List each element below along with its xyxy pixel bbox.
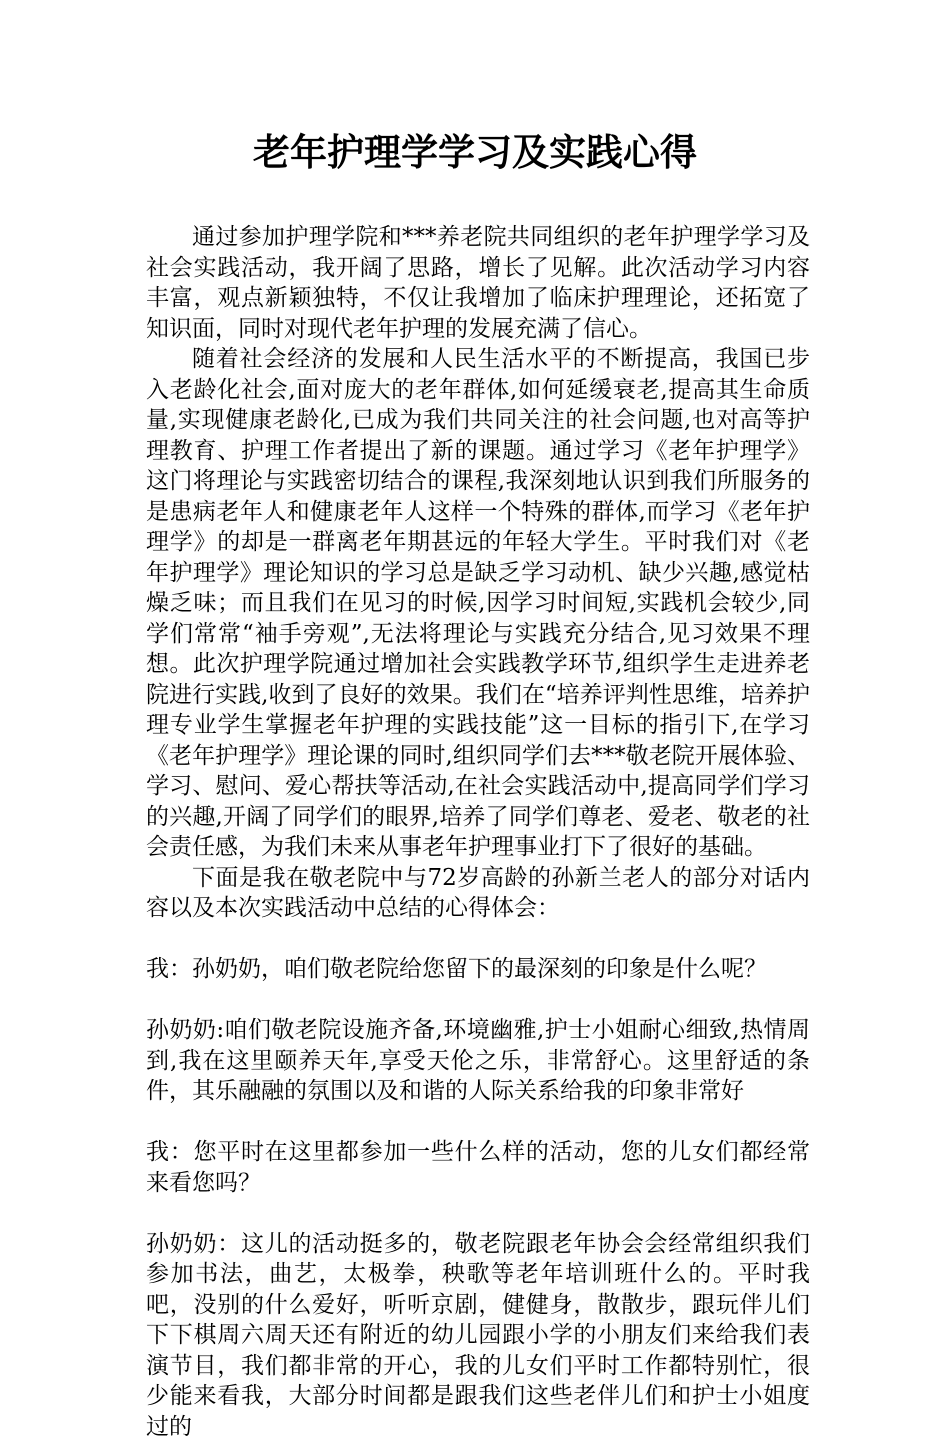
dialogue-question-1: 我：孙奶奶，咱们敬老院给您留下的最深刻的印象是什么呢？ [146, 954, 810, 985]
dialogue-answer-2: 孙奶奶：这儿的活动挺多的，敬老院跟老年协会会经常组织我们参加书法，曲艺，太极拳，秧歌等老年培训班什么的。平时我吧，没别的什么爱好，听听京剧，健健身，散散步，跟玩伴儿们下下棋周六周天还有附近的幼儿园跟小学的小朋友们来给我们表演节目，我们都非常的开心，我的儿女们平时工作都特别忙，很少能来看我，大部分时间都是跟我们这些老伴儿们和护士小姐度过的 [146, 1229, 810, 1442]
paragraph-background: 随着社会经济的发展和人民生活水平的不断提高，我国已步入老龄化社会,面对庞大的老年群体,如何延缓衰老,提高其生命质量,实现健康老龄化,已成为我们共同关注的社会问题,也对高等护理教育、护理工作者提出了新的课题。通过学习《老年护理学》这门将理论与实践密切结合的课程,我深刻地认识到我们所服务的是患病老年人和健康老年人这样一个特殊的群体,而学习《老年护理学》的却是一群离老年期甚远的年轻大学生。平时我们对《老年护理学》理论知识的学习总是缺乏学习动机、缺少兴趣,感觉枯燥乏味；而且我们在见习的时候,因学习时间短,实践机会较少,同学们常常“袖手旁观”,无法将理论与实践充分结合,见习效果不理想。此次护理学院通过增加社会实践教学环节,组织学生走进养老院进行实践,收到了良好的效果。我们在“培养评判性思维，培养护理专业学生掌握老年护理的实践技能”这一目标的指引下,在学习《老年护理学》理论课的同时,组织同学们去***敬老院开展体验、学习、慰问、爱心帮扶等活动,在社会实践活动中,提高同学们学习的兴趣,开阔了同学们的眼界,培养了同学们尊老、爱老、敬老的社会责任感，为我们未来从事老年护理事业打下了很好的基础。 [146, 344, 810, 863]
paragraph-intro: 通过参加护理学院和***养老院共同组织的老年护理学学习及社会实践活动，我开阔了思路，增长了见解。此次活动学习内容丰富，观点新颖独特，不仅让我增加了临床护理理论，还拓宽了知识面，同时对现代老年护理的发展充满了信心。 [146, 222, 810, 344]
dialogue-question-2: 我：您平时在这里都参加一些什么样的活动，您的儿女们都经常来看您吗？ [146, 1137, 810, 1198]
document-title: 老年护理学学习及实践心得 [0, 122, 950, 182]
dialogue-answer-1: 孙奶奶:咱们敬老院设施齐备,环境幽雅,护士小姐耐心细致,热情周到,我在这里颐养天年,享受天伦之乐，非常舒心。这里舒适的条件，其乐融融的氛围以及和谐的人际关系给我的印象非常好 [146, 1015, 810, 1107]
paragraph-dialogue-intro: 下面是我在敬老院中与72岁高龄的孙新兰老人的部分对话内容以及本次实践活动中总结的心得体会： [146, 863, 810, 924]
document-body [146, 222, 810, 1442]
